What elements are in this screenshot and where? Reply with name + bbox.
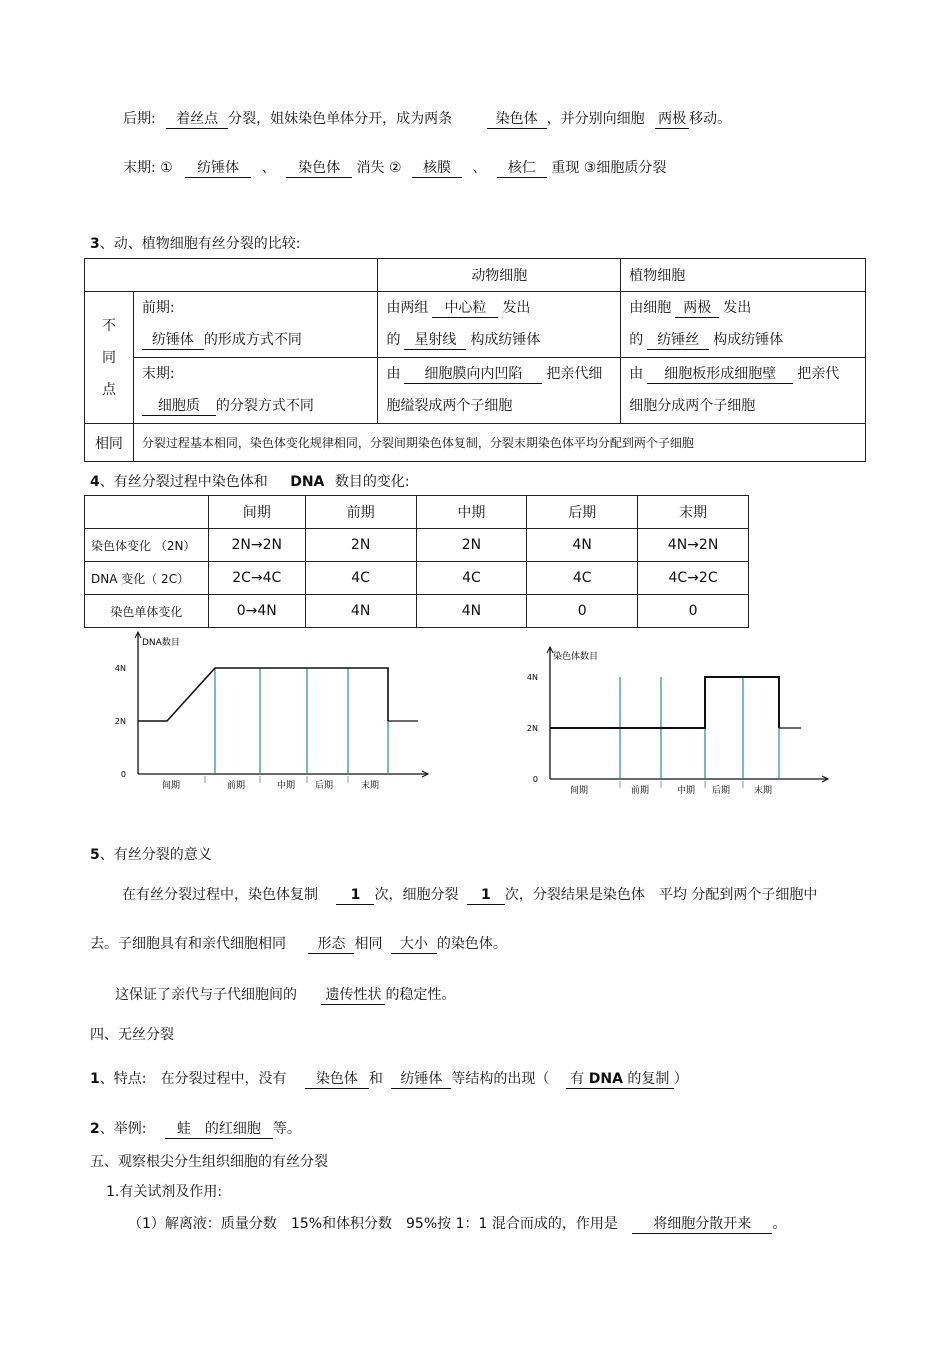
x-tick-label: 间期 <box>569 786 589 796</box>
x-tick-label: 后期 <box>314 781 334 791</box>
blank-spindle: 纺锤体 <box>185 160 251 178</box>
blank-replicate-once: 1 <box>336 887 374 905</box>
y-axis-label: DNA数目 <box>142 638 180 648</box>
blank-astral-rays: 星射线 <box>404 332 466 350</box>
blank-nuclear-membrane: 核膜 <box>412 160 462 178</box>
blank-chromosome-2: 染色体 <box>286 160 352 178</box>
blank-cell-poles: 两极 <box>675 300 719 318</box>
y-tick-label: 4N <box>114 664 126 673</box>
blank-centriole: 中心粒 <box>432 300 498 318</box>
prophase-question: 前期: 纺锤体 的形成方式不同 <box>133 292 378 358</box>
blank-amitosis-spindle: 纺锤体 <box>391 1071 451 1089</box>
blank-shape: 形态 <box>308 936 354 954</box>
meaning-para-2: 去。子细胞具有和亲代细胞相同 形态 相同 大小 的染色体。 <box>90 936 507 952</box>
x-tick-label: 末期 <box>753 786 773 796</box>
section-five-heading: 五、观察根尖分生组织细胞的有丝分裂 <box>90 1154 328 1170</box>
blank-heredity: 遗传性状 <box>321 987 385 1005</box>
th-prophase: 前期 <box>305 496 416 529</box>
diff-label: 不 同 点 <box>85 292 134 424</box>
y-tick-label: 0 <box>120 770 126 779</box>
blank-centromere: 着丝点 <box>166 111 228 129</box>
data-line <box>550 677 779 728</box>
y-tick-label: 4N <box>526 673 538 682</box>
same-label: 相同 <box>85 424 134 462</box>
blank-cell-plate: 细胞板形成细胞壁 <box>647 366 793 384</box>
x-tick-label: 前期 <box>630 786 650 796</box>
anaphase-line: 后期: 着丝点 分裂，姐妹染色单体分开，成为两条 染色体 ，并分别向细胞 两极 移动。 <box>123 111 732 127</box>
blank-spindle-fibers: 纺锤丝 <box>647 332 709 350</box>
blank-nucleolus: 核仁 <box>497 160 547 178</box>
section-5-heading: 5、有丝分裂的意义 <box>90 847 212 863</box>
th-anaphase: 后期 <box>527 496 638 529</box>
table-row: 染色体变化 （2N） 2N→2N 2N 2N 4N 4N→2N <box>85 529 749 562</box>
blank-divide-once: 1 <box>467 887 505 905</box>
header-plant: 植物细胞 <box>621 259 866 292</box>
blank-membrane-indent: 细胞膜向内凹陷 <box>404 366 542 384</box>
blank-dna-replication: 有 DNA 的复制 <box>566 1071 674 1089</box>
th-interphase: 间期 <box>208 496 305 529</box>
blank-dissociation-purpose: 将细胞分散开来 <box>632 1216 772 1234</box>
data-line <box>138 668 388 721</box>
x-tick-label: 间期 <box>161 781 181 791</box>
y-tick-label: 0 <box>532 775 538 784</box>
reagent-title: 1.有关试剂及作用: <box>106 1184 223 1200</box>
blank-chromosome: 染色体 <box>487 111 547 129</box>
y-tick-label: 2N <box>114 717 126 726</box>
blank-q-spindle: 纺锤体 <box>142 332 204 350</box>
header-animal: 动物细胞 <box>378 259 621 292</box>
meaning-para-3: 这保证了亲代与子代细胞间的 遗传性状 的稳定性。 <box>115 987 456 1003</box>
count-table <box>84 495 749 628</box>
table-row: 染色单体变化 0→4N 4N 4N 0 0 <box>85 595 749 628</box>
amitosis-example: 2、举例: 蛙 的红细胞 等。 <box>90 1121 301 1137</box>
x-tick-label: 后期 <box>711 786 731 796</box>
blank-size: 大小 <box>391 936 437 954</box>
meaning-para-1: 在有丝分裂过程中，染色体复制 1 次，细胞分裂 1 次，分裂结果是染色体 平均 分配到两个子细胞中 <box>122 887 818 903</box>
y-axis-label: 染色体数目 <box>553 652 599 662</box>
blank-poles: 两极 <box>655 111 689 129</box>
reagent-line-1: （1）解离液：质量分数 15%和体积分数 95%按 1：1 混合而成的，作用是 将细胞分散开来 。 <box>128 1216 787 1232</box>
telophase-animal: 由 细胞膜向内凹陷 把亲代细 胞缢裂成两个子细胞 <box>378 358 621 424</box>
prophase-plant: 由细胞 两极 发出 的 纺锤丝 构成纺锤体 <box>621 292 866 358</box>
blank-amitosis-chromosome: 染色体 <box>305 1071 369 1089</box>
comparison-table <box>84 258 866 462</box>
th-metaphase: 中期 <box>416 496 527 529</box>
dna-chart <box>110 630 430 800</box>
th-telophase: 末期 <box>638 496 749 529</box>
blank-frog-rbc: 蛙 的红细胞 <box>165 1121 273 1139</box>
prophase-animal: 由两组 中心粒 发出 的 星射线 构成纺锤体 <box>378 292 621 358</box>
blank-q-cytoplasm: 细胞质 <box>142 398 216 416</box>
same-text: 分裂过程基本相同，染色体变化规律相同，分裂间期染色体复制，分裂末期染色体平均分配到两个子细胞 <box>133 424 865 462</box>
section-4-heading: 4、有丝分裂过程中染色体和 DNA 数目的变化: <box>90 474 410 490</box>
amitosis-features: 1、特点: 在分裂过程中，没有 染色体 和 纺锤体 等结构的出现（ 有 DNA 的复制 ） <box>90 1071 688 1087</box>
telophase-plant: 由 细胞板形成细胞壁 把亲代 细胞分成两个子细胞 <box>621 358 866 424</box>
telophase-question: 末期: 细胞质 的分裂方式不同 <box>133 358 378 424</box>
y-tick-label: 2N <box>526 724 538 733</box>
x-tick-label: 前期 <box>226 781 246 791</box>
chromosome-chart <box>526 645 840 800</box>
dna-chart-plot <box>115 632 428 791</box>
chromosome-chart-plot <box>527 647 828 796</box>
section-3-heading: 3、动、植物细胞有丝分裂的比较: <box>90 236 301 252</box>
telophase-line: 末期: ① 纺锤体 、 染色体 消失 ② 核膜 、 核仁 重现 ③细胞质分裂 <box>123 160 667 176</box>
x-tick-label: 中期 <box>276 781 296 791</box>
x-tick-label: 中期 <box>676 786 696 796</box>
x-tick-label: 末期 <box>360 781 380 791</box>
table-row: DNA 变化（ 2C） 2C→4C 4C 4C 4C 4C→2C <box>85 562 749 595</box>
section-four-heading: 四、无丝分裂 <box>90 1027 174 1043</box>
